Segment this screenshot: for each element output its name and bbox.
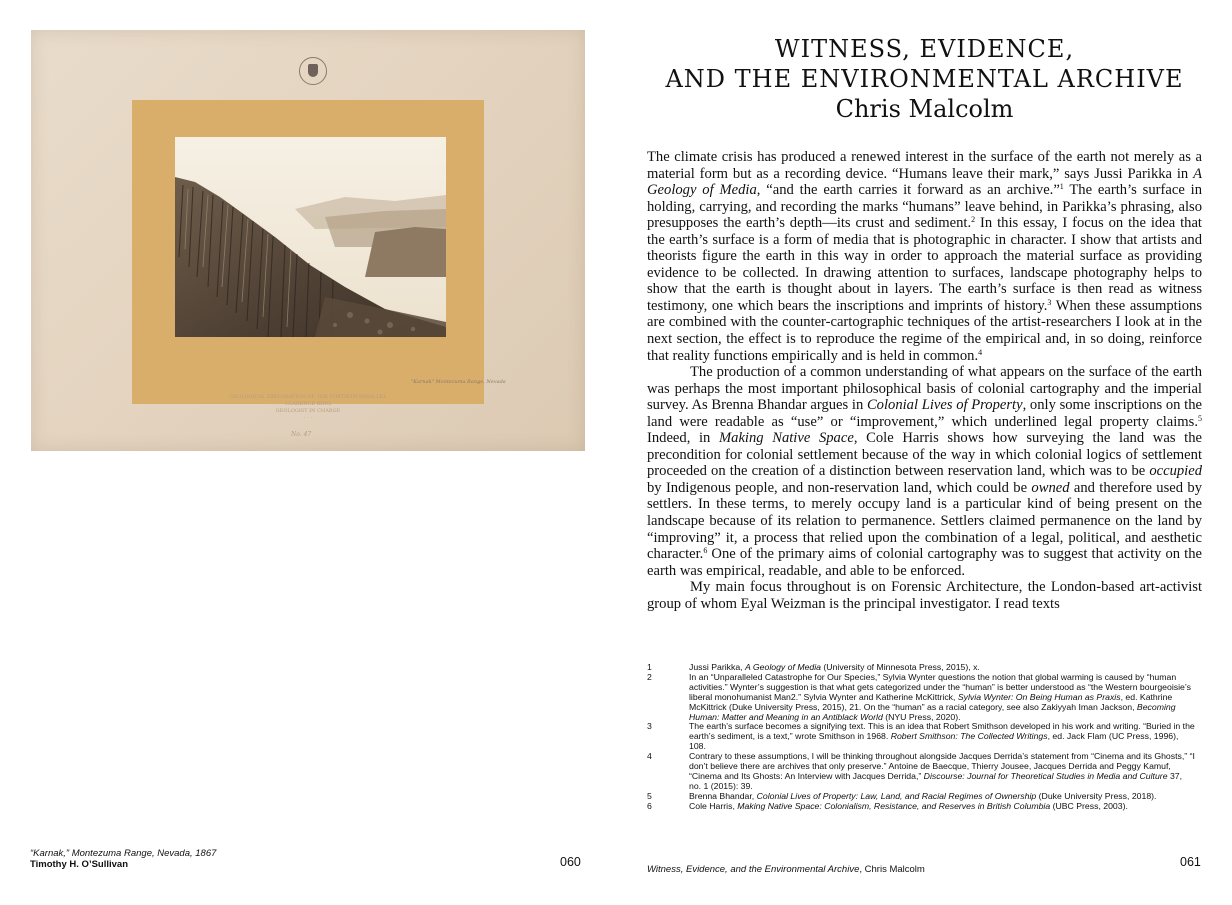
plate-caption-line: GEOLOGIST IN CHARGE — [275, 408, 341, 414]
article-title-line-2: AND THE ENVIRONMENTAL ARCHIVE — [665, 65, 1184, 93]
photo-caption-author: Timothy H. O’Sullivan — [30, 859, 129, 870]
plate-signature: "Karnak" Montezuma Range, Nevada — [411, 379, 506, 385]
text-run: , ed. Kathrine McKittrick (Duke University Press, 2015), 21. On the “human” as a racial category, see also Zakiyyah Iman Jackson, — [689, 691, 1173, 712]
italic-text: Colonial Lives of Property: Law, Land, and Racial Regimes of Ownership — [756, 790, 1037, 801]
text-run: My main focus throughout is on Forensic Architecture, the London-based art-activist group of whom Eyal Weizman is the principal investigator. I read texts — [647, 579, 1202, 612]
italic-text: Making Native Space — [719, 430, 854, 447]
italic-text: Robert Smithson: The Collected Writings — [890, 731, 1048, 742]
text-run: Cole Harris, — [689, 800, 738, 811]
photo-caption-title: “Karnak,” Montezuma Range, Nevada, 1867 — [30, 848, 217, 859]
footnote — [647, 752, 1195, 792]
running-head-title: Witness, Evidence, and the Environmental Archive — [647, 864, 860, 875]
photo-credit — [30, 848, 216, 870]
body-paragraph — [647, 364, 1202, 579]
text-run: and therefore used by settlers. In these terms, to merely occupy land is a particular kind of being present on the landscape because of its relation to permanence. Settlers claimed permanence on the land by “improving” it, a process that relied upon the combination of a legal, political, and aesthetic character. — [647, 479, 1202, 563]
text-run: When these assumptions are combined with the counter-cartographic techniques of the artist-researchers I look at in the next section, the effect is to reproduce the regime of the empirical and, in so doing, reinforce that reality functions empirically and is held in common. — [647, 297, 1202, 364]
body-paragraph — [647, 579, 1202, 612]
footnote-text — [689, 752, 1195, 792]
rock-landscape-image — [175, 137, 446, 337]
running-head-author: Chris Malcolm — [864, 864, 925, 875]
text-run: by Indigenous people, and non-reservation land, which could be — [647, 479, 1032, 496]
text-run: The earth’s surface in holding, carrying, and recording the marks “humans” leave behind, in Parikka’s phrasing, also presupposes the earth’s depth—its crust and sediment. — [647, 182, 1202, 232]
footnote-ref: 6 — [703, 546, 708, 556]
footnote-number: 1 — [647, 662, 652, 672]
article-author: Chris Malcolm — [835, 95, 1014, 123]
footnote-number: 3 — [647, 721, 652, 732]
footnote-ref: 4 — [978, 347, 983, 357]
text-run: The climate crisis has produced a renewed interest in the surface of the earth not merely as a material form but as a recording device. “Humans leave their mark,” says Jussi Parikka in — [647, 149, 1202, 182]
footnote-number: 5 — [647, 790, 652, 801]
landscape-photograph — [175, 137, 446, 337]
italic-text: Making Native Space: Colonialism, Resistance, and Reserves in British Columbia — [737, 800, 1051, 811]
text-run: In this essay, I focus on the idea that the earth’s surface is a form of media that is photographic in character. I show that artists and theorists figure the earth in this way in order to approach the material surface as providing evidence to be collected. In drawing attention to surfaces, landscape photography helps to show that the earth is thought about in layers. The earth’s surface is then read as witness testimony, one which bears the inscriptions and imprints of history. — [647, 215, 1202, 314]
footnote — [647, 802, 1195, 812]
text-run: The production of a common understanding of what appears on the surface of the earth was perhaps the most important philosophical basis of colonial cartography and the imperial survey. As Brenna Bhandar argues in — [647, 364, 1202, 414]
footnote-text — [689, 722, 1195, 752]
seal-icon — [299, 57, 327, 85]
plate-number: No. 47 — [291, 431, 312, 438]
article-title-line-1: WITNESS, EVIDENCE, — [774, 35, 1075, 63]
text-run: (UBC Press, 2003). — [1050, 800, 1128, 811]
footnote — [647, 722, 1195, 752]
footnotes — [647, 663, 1195, 812]
plate-caption-line: · · · — [304, 415, 312, 421]
footnote-text — [689, 673, 1195, 723]
text-run: Brenna Bhandar, — [689, 790, 757, 801]
body-paragraph — [647, 149, 1202, 364]
text-run: , “and the earth carries it forward as an archive.” — [756, 182, 1060, 199]
text-run: , ed. Jack Flam (UC Press, 1996), 108. — [689, 731, 1179, 752]
italic-text: A Geology of Media — [745, 662, 821, 672]
italic-text: Colonial Lives of Property — [866, 397, 1023, 414]
footnote-number: 4 — [647, 751, 652, 762]
text-run: (NYU Press, 2020). — [882, 711, 961, 722]
text-run: (Duke University Press, 2018). — [1036, 790, 1157, 801]
photograph-plate — [31, 30, 585, 451]
article-title-block — [647, 34, 1202, 124]
running-footer: Witness, Evidence, and the Environmental Archive, Chris Malcolm — [647, 864, 925, 875]
italic-text: owned — [1031, 479, 1070, 496]
footnote-number: 2 — [647, 671, 652, 682]
text-run: 37, no. 1 (2015): 39. — [689, 770, 1183, 791]
page-number-right: 061 — [1180, 855, 1201, 869]
plate-caption-line: CLARENCE KING — [285, 401, 331, 407]
text-run: , only some inscriptions on the land were readable as “use” or “improvement,” which underlined legal property claims. — [647, 397, 1202, 430]
text-run: The earth’s surface becomes a signifying text. This is an idea that Robert Smithson developed in his work and writing. “Buried in the earth’s sediment, is a text,” wrote Smithson in 1968. — [689, 721, 1195, 742]
text-run: In an “Unparalleled Catastrophe for Our Species,” Sylvia Wynter questions the notion that global warming is caused by “human activities.” Wynter’s suggestion is that what gets categorized under the “human” is better understood as “the Western bourgeoisie’s liberal monohumanist Man2.” Sylvia Wynter and Katherine McKittrick, — [689, 671, 1191, 702]
photo-mount — [132, 100, 484, 404]
footnote-ref: 2 — [971, 215, 976, 225]
text-run: Jussi Parikka, — [689, 662, 746, 672]
article-body — [647, 149, 1202, 612]
italic-text: occupied — [1149, 463, 1202, 480]
italic-text: A Geology of Media — [647, 165, 1202, 199]
page-number-left: 060 — [560, 855, 581, 869]
italic-text: Becoming Human: Matter and Meaning in an Antiblack World — [689, 701, 1176, 722]
text-run: (University of Minnesota Press, 2015), x. — [821, 662, 980, 672]
plate-caption — [31, 394, 585, 422]
text-run: One of the primary aims of colonial cartography was to suggest that activity on the earth was empirical, readable, and able to be enforced. — [647, 546, 1202, 579]
footnote-ref: 5 — [1198, 413, 1202, 423]
footnote — [647, 673, 1195, 723]
footnote-number: 6 — [647, 800, 652, 811]
text-run: Indeed, in — [647, 430, 719, 447]
footnote-ref: 1 — [1059, 182, 1064, 192]
text-run: Contrary to these assumptions, I will be thinking throughout alongside Jacques Derrida’s statement from “Cinema and its Ghosts,” “I don’t believe there are archives that only preserve.” Antoine de Baecque, Thierry Jousee, Jacques Derrida and Peggy Kamuf, “Cinema and Its Ghosts: An Interview with Jacques Derrida,” — [689, 751, 1195, 781]
text-run: , Cole Harris shows how surveying the land was the precondition for colonial settlement because of the way in which colonial logics of settlement proceeded on the creation of a distinction between reservation land, which was to be — [647, 430, 1202, 480]
footnote-text — [689, 802, 1195, 812]
italic-text: Discourse: Journal for Theoretical Studies in Media and Culture — [923, 770, 1168, 781]
plate-caption-line: GEOLOGICAL EXPLORATION OF THE FORTIETH PARALLEL — [229, 394, 387, 400]
italic-text: Sylvia Wynter: On Being Human as Praxis — [957, 691, 1121, 702]
footnote-ref: 3 — [1047, 297, 1052, 307]
